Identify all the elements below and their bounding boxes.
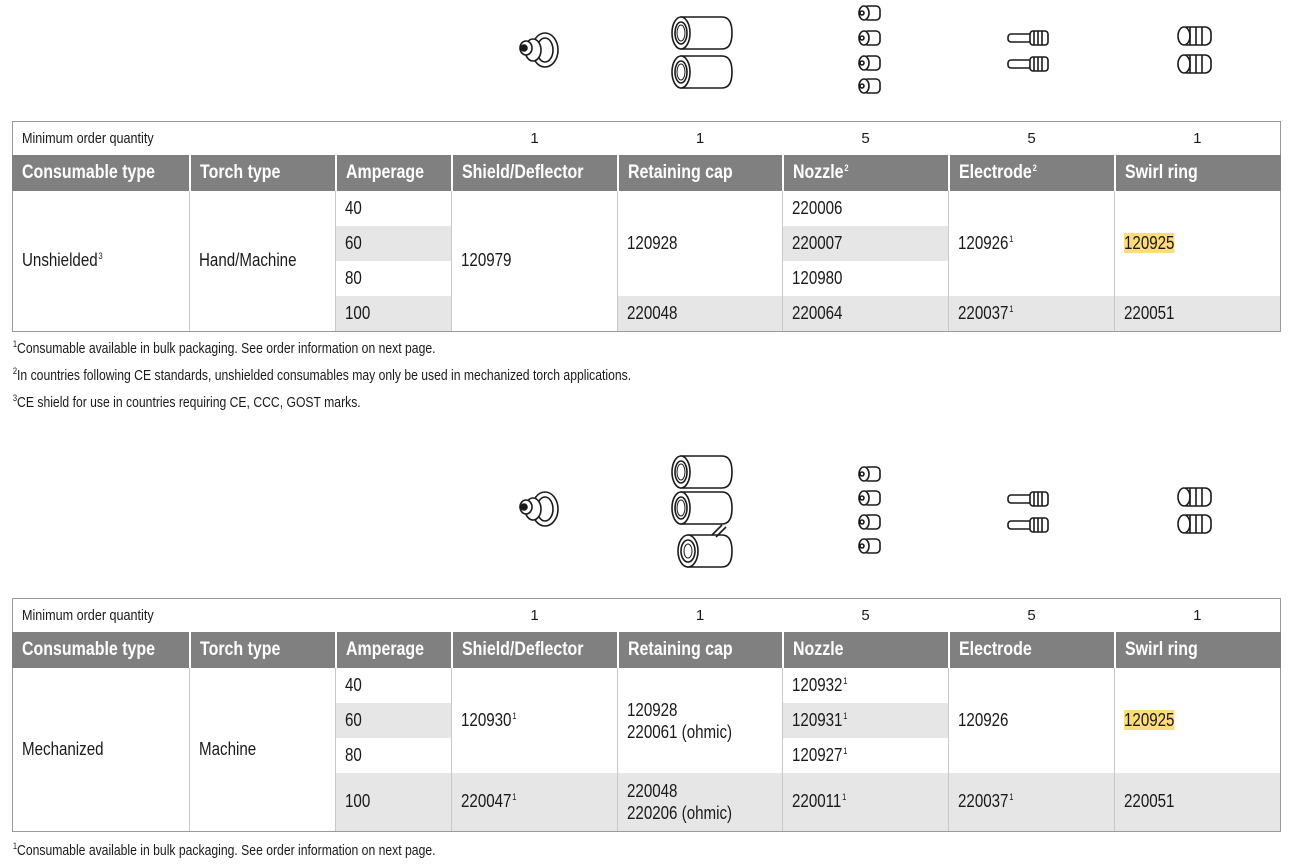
footnote-3-sup: 3 bbox=[12, 393, 18, 403]
consumable-type: Mechanized bbox=[22, 738, 104, 759]
electrode-100-sup: 1 bbox=[1009, 303, 1014, 314]
shield-code-sup: 1 bbox=[512, 711, 517, 721]
nozzle-80-sup: 1 bbox=[843, 746, 848, 756]
electrode-code: 120926 bbox=[958, 710, 1009, 730]
footnote-3-text: CE shield for use in countries requiring CE, CCC, GOST marks. bbox=[17, 394, 361, 411]
table-header-row bbox=[13, 155, 1281, 191]
nozzle-80: 120927 bbox=[792, 745, 843, 765]
footnote-3 bbox=[12, 393, 427, 411]
retaining-cap-100-ohmic: 220206 (ohmic) bbox=[627, 802, 733, 823]
moq-nozzle: 5 bbox=[861, 130, 870, 147]
unshielded-consumables-table bbox=[12, 121, 1281, 332]
table-row bbox=[13, 191, 1281, 226]
shield-illustration bbox=[520, 492, 558, 526]
electrode-100-sup: 1 bbox=[1009, 792, 1014, 803]
amperage-60: 60 bbox=[345, 710, 362, 730]
retaining-cap-code: 120928 bbox=[627, 699, 678, 720]
moq-label: Minimum order quantity bbox=[22, 130, 154, 147]
retaining-cap-100: 220048 bbox=[627, 302, 678, 323]
nozzle-40-sup: 1 bbox=[843, 676, 848, 686]
moq-swirl-ring: 1 bbox=[1193, 130, 1202, 147]
moq-electrode: 5 bbox=[1027, 607, 1036, 624]
min-order-quantity-row bbox=[13, 122, 1281, 156]
moq-shield: 1 bbox=[530, 130, 539, 147]
footnote-bulk-packaging bbox=[12, 841, 516, 859]
consumable-type-sup: 3 bbox=[98, 251, 103, 262]
footnote-2-text: In countries following CE standards, unshielded consumables may only be used in mechanized torch applications. bbox=[17, 367, 632, 384]
amperage-40: 40 bbox=[345, 675, 362, 695]
torch-type: Machine bbox=[199, 738, 257, 759]
electrode-code-sup: 1 bbox=[1009, 234, 1014, 244]
electrode-illustration bbox=[1008, 31, 1048, 71]
amperage-80: 80 bbox=[345, 745, 362, 765]
header-torch-type: Torch type bbox=[199, 639, 280, 660]
nozzle-100: 220064 bbox=[792, 302, 843, 323]
footnote-1-text: Consumable available in bulk packaging. See order information on next page. bbox=[17, 340, 436, 357]
header-nozzle: Nozzle bbox=[792, 162, 844, 183]
footnote-bulk-sup: 1 bbox=[12, 841, 18, 851]
shield-illustration bbox=[520, 33, 558, 67]
torch-type: Hand/Machine bbox=[199, 250, 297, 271]
header-swirl-ring: Swirl ring bbox=[1124, 162, 1198, 183]
header-consumable-type: Consumable type bbox=[22, 162, 156, 183]
nozzle-100: 220011 bbox=[792, 791, 842, 812]
electrode-100: 220037 bbox=[958, 302, 1009, 323]
header-retaining-cap: Retaining cap bbox=[627, 162, 733, 183]
moq-retaining-cap: 1 bbox=[695, 130, 705, 147]
retaining-cap-code: 120928 bbox=[627, 233, 678, 253]
header-torch-type: Torch type bbox=[199, 162, 280, 183]
retaining-cap-illustration bbox=[672, 456, 732, 567]
nozzle-illustration bbox=[859, 6, 880, 93]
swirl-ring-illustration bbox=[1178, 488, 1211, 533]
nozzle-100-sup: 1 bbox=[842, 792, 847, 803]
amperage-100: 100 bbox=[345, 302, 371, 323]
header-shield-deflector: Shield/Deflector bbox=[461, 639, 584, 660]
nozzle-60: 220007 bbox=[792, 233, 843, 253]
nozzle-60-sup: 1 bbox=[843, 711, 848, 721]
header-electrode: Electrode bbox=[958, 639, 1032, 660]
footnote-bulk-text: Consumable available in bulk packaging. See order information on next page. bbox=[17, 842, 436, 859]
header-electrode: Electrode bbox=[958, 162, 1032, 183]
retaining-cap-ohmic: 220061 (ohmic) bbox=[627, 721, 733, 742]
header-consumable-type: Consumable type bbox=[22, 639, 156, 660]
retaining-cap-100: 220048 bbox=[627, 780, 678, 801]
electrode-illustration bbox=[1008, 492, 1048, 532]
table-row bbox=[13, 668, 1281, 703]
mechanized-consumables-table bbox=[12, 598, 1281, 832]
swirl-ring-illustration bbox=[1178, 27, 1211, 73]
footnote-2-sup: 2 bbox=[12, 366, 18, 376]
moq-retaining-cap: 1 bbox=[695, 607, 705, 624]
amperage-80: 80 bbox=[345, 268, 362, 288]
shield-code: 120979 bbox=[461, 250, 512, 271]
header-swirl-ring: Swirl ring bbox=[1124, 639, 1198, 660]
moq-electrode: 5 bbox=[1027, 130, 1036, 147]
amperage-40: 40 bbox=[345, 198, 362, 218]
header-amperage: Amperage bbox=[345, 162, 424, 183]
swirl-ring-code: 120925 bbox=[1124, 710, 1175, 730]
min-order-quantity-row bbox=[13, 599, 1281, 633]
consumables-illustration-1 bbox=[0, 0, 1291, 105]
header-shield-deflector: Shield/Deflector bbox=[461, 162, 584, 183]
moq-shield: 1 bbox=[530, 607, 539, 624]
header-electrode-sup: 2 bbox=[1032, 162, 1037, 173]
retaining-cap-illustration bbox=[672, 17, 732, 88]
consumable-type: Unshielded bbox=[22, 250, 98, 271]
shield-code: 120930 bbox=[461, 710, 512, 730]
shield-100: 220047 bbox=[461, 791, 512, 812]
nozzle-40: 120932 bbox=[792, 675, 843, 695]
footnote-1-sup: 1 bbox=[12, 339, 18, 349]
moq-swirl-ring: 1 bbox=[1193, 607, 1202, 624]
footnote-1 bbox=[12, 339, 516, 357]
header-nozzle-sup: 2 bbox=[843, 162, 849, 173]
swirl-ring-100: 220051 bbox=[1124, 791, 1175, 812]
footnote-2 bbox=[12, 366, 749, 384]
swirl-ring-100: 220051 bbox=[1124, 302, 1175, 323]
amperage-100: 100 bbox=[345, 791, 371, 812]
nozzle-80: 120980 bbox=[792, 268, 843, 288]
header-nozzle: Nozzle bbox=[792, 639, 844, 660]
nozzle-60: 120931 bbox=[792, 710, 843, 730]
consumables-illustration-2 bbox=[0, 445, 1291, 575]
electrode-code: 120926 bbox=[958, 233, 1009, 253]
nozzle-illustration bbox=[859, 467, 880, 553]
electrode-100: 220037 bbox=[958, 791, 1009, 812]
header-retaining-cap: Retaining cap bbox=[627, 639, 733, 660]
header-amperage: Amperage bbox=[345, 639, 424, 660]
shield-100-sup: 1 bbox=[512, 792, 517, 803]
moq-nozzle: 5 bbox=[861, 607, 870, 624]
amperage-60: 60 bbox=[345, 233, 362, 253]
moq-label: Minimum order quantity bbox=[22, 607, 154, 624]
table-header-row bbox=[13, 632, 1281, 668]
nozzle-40: 220006 bbox=[792, 198, 843, 218]
swirl-ring-code: 120925 bbox=[1124, 233, 1175, 253]
